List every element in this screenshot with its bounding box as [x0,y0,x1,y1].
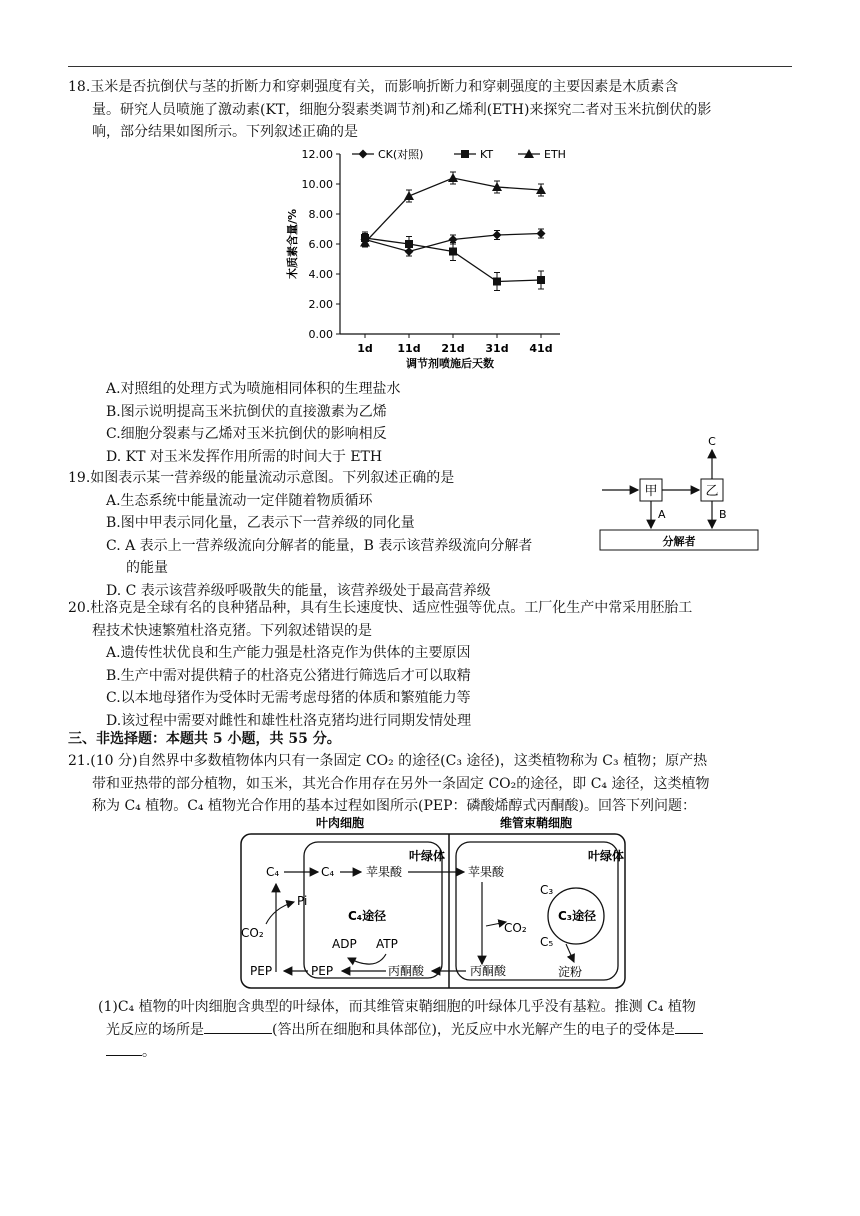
q20-stem-line1: 20.杜洛克是全球有名的良种猪品种，具有生长速度快、适应性强等优点。工厂化生产中常采用胚胎工 [68,600,693,616]
adp-label: ADP [332,937,357,951]
answer-blank-2[interactable] [675,1019,703,1034]
pyruvate-label-1: 丙酮酸 [388,964,425,978]
q20-option-a[interactable]: A.遗传性状优良和生产能力强是杜洛克作为供体的主要原因 [106,645,471,661]
data-point-0 [493,231,502,240]
x-tick-label: 11d [397,342,421,355]
q18-stem-line1: 18.玉米是否抗倒伏与茎的折断力和穿刺强度有关，而影响折断力和穿刺强度的主要因素是木质素含 [68,79,679,95]
pep-label-1: PEP [250,964,273,978]
chloroplast-label-1: 叶绿体 [409,849,446,863]
x-axis-label: 调节剂喷施后天数 [406,357,494,370]
x-tick-label: 31d [485,342,509,355]
q21-sub1-text-b: (答出所在细胞和具体部位)，光反应中水光解产生的电子的受体是 [272,1021,675,1038]
q21-subquestion-1 [68,996,792,1064]
chloroplast-label-2: 叶绿体 [588,849,625,863]
decomposer-label: 分解者 [662,535,696,548]
label-a: A [658,508,666,521]
starch-label: 淀粉 [558,965,583,979]
to-starch-arrow [566,944,574,962]
legend-marker [359,150,368,159]
q21-line2: 带和亚热带的部分植物，如玉米，其光合作用存在另外一条固定 CO₂的途径，即 C₄ 途径，这类植物 [92,775,710,792]
data-point-1 [537,276,545,284]
q19-option-d[interactable]: D. C 表示该营养级呼吸散失的能量，该营养级处于最高营养级 [106,582,491,599]
c4-label-b: C₄ [321,865,335,879]
data-point-1 [493,278,501,286]
data-point-1 [405,240,413,248]
q19-option-c[interactable]: C. A 表示上一营养级流向分解者的能量，B 表示该营养级流向分解者 [106,537,533,554]
lignin-line-chart [270,140,600,380]
c5-label: C₅ [540,935,554,949]
legend-label: ETH [544,148,566,161]
q20-option-d[interactable]: D.该过程中需要对雌性和雄性杜洛克猪均进行同期发情处理 [106,712,472,729]
x-tick-label: 1d [357,342,373,355]
pyruvate-label-2: 丙酮酸 [470,964,507,978]
bundle-sheath-title: 维管束鞘细胞 [499,816,573,830]
question-21 [68,750,792,818]
energy-flow-diagram [596,434,766,556]
q21-sub1-line1: (1)C₄ 植物的叶肉细胞含典型的叶绿体，而其维管束鞘细胞的叶绿体几乎没有基粒。推测 C₄ 植物 [98,999,696,1015]
q18-option-b[interactable]: B.图示说明提高玉米抗倒伏的直接激素为乙烯 [106,403,387,420]
c4-pathway-diagram [236,812,632,994]
c3-pathway-label: C₃途径 [558,909,597,923]
data-point-2 [404,191,414,200]
c3-label: C₃ [540,883,554,897]
q21-sub1-text-a: 光反应的场所是 [106,1021,204,1038]
y-axis-label: 木质素含量/% [286,208,299,280]
q20-option-b[interactable]: B.生产中需对提供精子的杜洛克公猪进行筛选后才可以取精 [106,667,471,684]
question-18 [68,76,792,144]
legend-label: CK(对照) [378,148,424,161]
atp-label: ATP [376,937,398,951]
q19-option-c-cont: 的能量 [126,560,168,576]
q18-option-c[interactable]: C.细胞分裂素与乙烯对玉米抗倒伏的影响相反 [106,426,387,442]
q20-option-c[interactable]: C.以本地母猪作为受体时无需考虑母猪的体质和繁殖能力等 [106,690,471,706]
box-jia-label: 甲 [644,484,658,499]
pep-label-2: PEP [311,964,334,978]
y-tick-label: 8.00 [308,208,333,221]
q21-line3: 称为 C₄ 植物。C₄ 植物光合作用的基本过程如图所示(PEP：磷酸烯醇式丙酮酸)。回答下列问题： [92,798,696,814]
q21-sub1-end: 。 [142,1044,156,1060]
q19-option-b[interactable]: B.图中甲表示同化量，乙表示下一营养级的同化量 [106,515,415,531]
malate-label-1: 苹果酸 [366,865,403,879]
data-point-2 [448,173,458,182]
co2-label-a: CO₂ [241,926,264,940]
q20-stem-line2: 程技术快速繁殖杜洛克猪。下列叙述错误的是 [92,622,372,639]
box-yi-label: 乙 [705,484,719,499]
mesophyll-cell-title: 叶肉细胞 [315,816,365,830]
y-tick-label: 6.00 [308,238,333,251]
q18-stem-line2: 量。研究人员喷施了激动素(KT，细胞分裂素类调节剂)和乙烯利(ETH)来探究二者对玉米抗倒伏的影 [92,101,712,118]
q21-sub1-line2 [68,1019,792,1042]
legend-marker [461,150,469,158]
y-tick-label: 4.00 [308,268,333,281]
data-point-0 [537,229,546,238]
x-tick-label: 21d [441,342,465,355]
label-b: B [719,508,727,521]
malate-label-2: 苹果酸 [468,865,505,879]
q18-stem-line3: 响，部分结果如图所示。下列叙述正确的是 [92,124,358,140]
pi-label: Pi [297,894,308,908]
co2-label-b: CO₂ [504,921,527,935]
c4-pathway-label: C₄途径 [348,909,387,923]
y-tick-label: 2.00 [308,298,333,311]
top-rule [68,66,792,67]
q21-sub1-line3 [68,1041,792,1064]
c4-label-a: C₄ [266,865,280,879]
x-tick-label: 41d [529,342,553,355]
q19-option-a[interactable]: A.生态系统中能量流动一定伴随着物质循环 [106,492,373,509]
q21-line1: 21.(10 分)自然界中多数植物体内只有一条固定 CO₂ 的途径(C₃ 途径)，这类植物称为 C₃ 植物；原产热 [68,753,708,769]
legend-label: KT [480,148,494,161]
answer-blank-1[interactable] [204,1019,272,1034]
y-tick-label: 10.00 [301,178,333,191]
atp-adp-arrow [348,954,386,964]
answer-blank-2-cont[interactable] [106,1041,142,1056]
series-line-2 [365,178,541,243]
section-3-heading: 三、非选择题：本题共 5 小题，共 55 分。 [68,731,341,747]
data-point-1 [449,248,457,256]
q19-stem: 19.如图表示某一营养级的能量流动示意图。下列叙述正确的是 [68,470,455,486]
q18-option-d[interactable]: D. KT 对玉米发挥作用所需的时间大于 ETH [106,448,383,465]
co2-release-arrow [486,922,506,926]
question-20 [68,597,792,732]
label-c: C [708,435,716,448]
y-tick-label: 12.00 [301,148,333,161]
q18-option-a[interactable]: A.对照组的处理方式为喷施相同体积的生理盐水 [106,381,401,397]
y-tick-label: 0.00 [308,328,333,341]
co2-to-pi-arrow [266,902,294,924]
